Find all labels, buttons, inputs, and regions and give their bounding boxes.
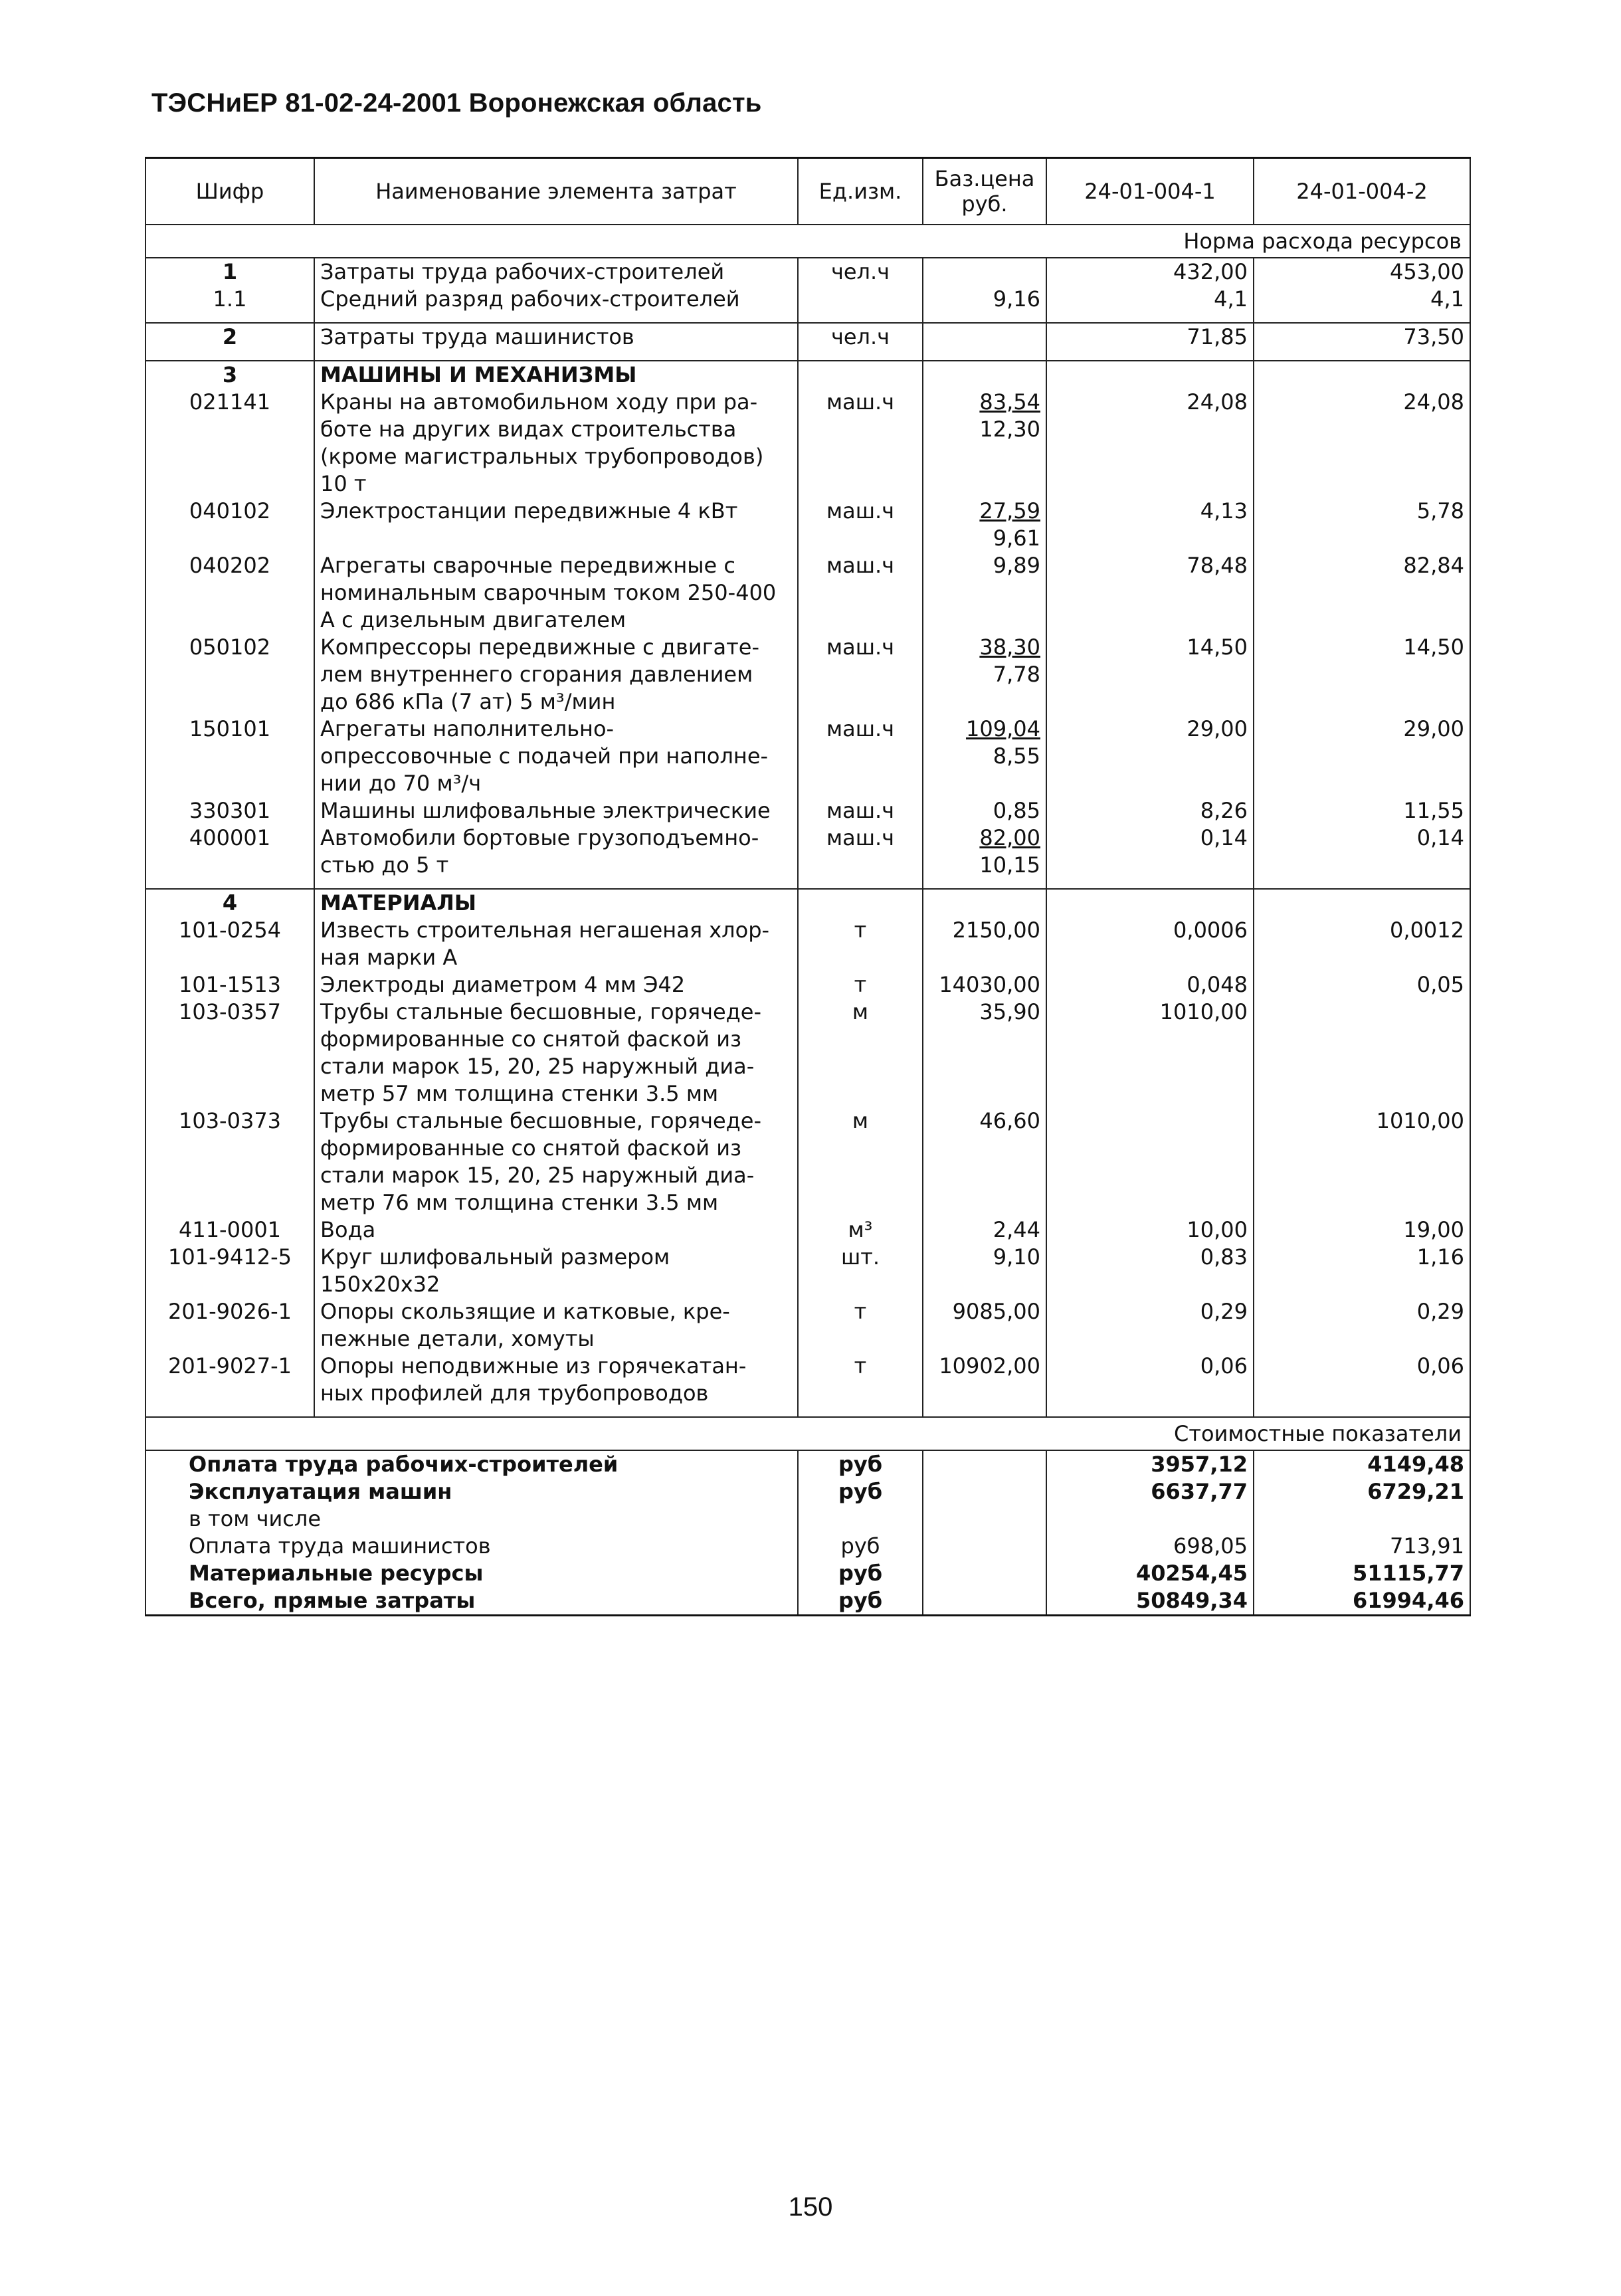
empty-cell [1046,889,1254,917]
table-row [145,286,1470,313]
row-name [314,634,798,716]
row-value-col2: 29,00 [1254,716,1470,797]
row-name [314,1216,798,1244]
row-code: 040202 [145,552,314,634]
row-name-line: ная марки А [320,945,458,970]
row-name [314,258,798,286]
section-code: 4 [145,889,314,917]
row-price-secondary: 7,78 [993,662,1040,687]
row-name [314,1244,798,1298]
row-value-col2: 0,0012 [1254,917,1470,971]
header-name: Наименование элемента затрат [314,158,798,225]
empty-cell [314,351,798,361]
row-price-value: 10902,00 [939,1353,1040,1379]
row-name-line: до 686 кПа (7 ат) 5 м³/мин [320,689,616,714]
row-value-col1: 78,48 [1046,552,1254,634]
row-name-line: лем внутреннего сгорания давлением [320,662,753,687]
document-title: ТЭСНиЕР 81-02-24-2001 Воронежская область [151,88,762,118]
empty-cell [1254,313,1470,323]
empty-cell [923,1478,1046,1505]
row-name [314,1298,798,1353]
row-price [923,1244,1046,1298]
row-code: 150101 [145,716,314,797]
row-unit: м³ [798,1216,923,1244]
norma-row [145,225,1470,258]
row-unit: маш.ч [798,716,923,797]
cost-row-label: Всего, прямые затраты [145,1587,798,1616]
row-name-line: Опоры неподвижные из горячекатан- [320,1353,747,1379]
row-price-value: 9,10 [993,1244,1040,1270]
empty-cell [1046,313,1254,323]
row-unit: т [798,971,923,999]
cost-row-col2: 6729,21 [1254,1478,1470,1505]
row-price-secondary: 10,15 [979,852,1040,878]
row-name [314,389,798,498]
row-value-col2: 4,1 [1254,286,1470,313]
cost-row-col2: 713,91 [1254,1533,1470,1560]
row-value-col1: 14,50 [1046,634,1254,716]
table-row [145,797,1470,824]
section-title: МАШИНЫ И МЕХАНИЗМЫ [314,361,798,389]
row-value-col2: 14,50 [1254,634,1470,716]
row-value-col1: 0,0006 [1046,917,1254,971]
resource-norms-table [145,157,1471,1616]
row-name-line: Затраты труда рабочих-строителей [320,259,725,284]
row-price [923,917,1046,971]
header-code: Шифр [145,158,314,225]
row-price [923,797,1046,824]
row-value-col2: 73,50 [1254,323,1470,351]
row-price-value: 83,54 [979,389,1040,415]
table-row [145,999,1470,1107]
header-price [923,158,1046,225]
row-name-line: Агрегаты сварочные передвижные с [320,553,735,578]
row-value-col1: 24,08 [1046,389,1254,498]
row-name [314,999,798,1107]
cost-row-unit: руб [798,1560,923,1587]
empty-cell [923,889,1046,917]
section-title: МАТЕРИАЛЫ [314,889,798,917]
row-name-line: Электростанции передвижные 4 кВт [320,498,738,524]
header-price-line2: руб. [961,191,1008,217]
table-body [145,225,1470,1616]
row-unit [798,286,923,313]
empty-cell [923,879,1046,889]
cost-row-col1: 6637,77 [1046,1478,1254,1505]
empty-cell [1254,889,1470,917]
row-unit: маш.ч [798,634,923,716]
row-name-line: Краны на автомобильном ходу при ра- [320,389,758,415]
empty-cell [923,1533,1046,1560]
row-price-secondary: 9,61 [993,526,1040,551]
table-row [145,389,1470,498]
row-name [314,716,798,797]
row-name-line: Компрессоры передвижные с двигате- [320,634,759,660]
empty-cell [798,313,923,323]
row-value-col1: 29,00 [1046,716,1254,797]
row-name-line: метр 76 мм толщина стенки 3.5 мм [320,1190,719,1215]
row-unit: маш.ч [798,498,923,552]
row-value-col2: 0,29 [1254,1298,1470,1353]
row-price-value: 2150,00 [952,917,1040,943]
row-name-line: Агрегаты наполнительно- [320,716,615,741]
cost-row-unit: руб [798,1587,923,1616]
row-code: 201-9026-1 [145,1298,314,1353]
row-value-col1: 10,00 [1046,1216,1254,1244]
row-name-line: нии до 70 м³/ч [320,771,482,796]
header-unit: Ед.изм. [798,158,923,225]
row-value-col1: 0,14 [1046,824,1254,879]
row-code: 103-0357 [145,999,314,1107]
empty-cell [798,889,923,917]
row-value-col1: 432,00 [1046,258,1254,286]
cost-row-unit: руб [798,1450,923,1478]
cost-row [145,1587,1470,1616]
cost-header-row [145,1417,1470,1450]
row-name-line: Трубы стальные бесшовные, горячеде- [320,1108,762,1133]
row-price-value: 35,90 [979,999,1040,1024]
row-value-col2: 24,08 [1254,389,1470,498]
row-price [923,552,1046,634]
empty-cell [145,1407,314,1417]
row-price-value: 2,44 [993,1217,1040,1242]
row-value-col1: 4,13 [1046,498,1254,552]
row-unit: чел.ч [798,323,923,351]
row-name-line: стали марок 15, 20, 25 наружный диа- [320,1054,755,1079]
row-name-line: номинальным сварочным током 250-400 [320,580,777,605]
empty-cell [923,361,1046,389]
row-value-col2: 0,05 [1254,971,1470,999]
table-row [145,323,1470,351]
header-col2: 24-01-004-2 [1254,158,1470,225]
empty-cell [923,1505,1046,1533]
table-row [145,498,1470,552]
row-code: 101-9412-5 [145,1244,314,1298]
empty-cell [314,1407,798,1417]
empty-cell [923,313,1046,323]
row-code: 1 [145,258,314,286]
row-name [314,498,798,552]
row-value-col2: 0,06 [1254,1353,1470,1407]
row-code: 330301 [145,797,314,824]
row-price-value: 27,59 [979,498,1040,524]
empty-cell [923,1560,1046,1587]
empty-cell [798,1407,923,1417]
row-name-line: формированные со снятой фаской из [320,1135,742,1161]
row-value-col1: 0,83 [1046,1244,1254,1298]
row-code: 101-1513 [145,971,314,999]
row-name-line: стали марок 15, 20, 25 наружный диа- [320,1163,755,1188]
empty-cell [923,351,1046,361]
table-row [145,552,1470,634]
row-price [923,323,1046,351]
header-price-line1: Баз.цена [934,166,1035,191]
row-value-col1 [1046,1107,1254,1216]
row-price [923,971,1046,999]
norma-label: Норма расхода ресурсов [145,225,1470,258]
row-value-col1: 0,048 [1046,971,1254,999]
row-price [923,258,1046,286]
cost-row [145,1533,1470,1560]
table-row [145,716,1470,797]
cost-row [145,1450,1470,1478]
row-code: 040102 [145,498,314,552]
table-row [145,1244,1470,1298]
row-price [923,999,1046,1107]
cost-row-unit [798,1505,923,1533]
row-code: 1.1 [145,286,314,313]
cost-row-unit: руб [798,1533,923,1560]
empty-cell [798,879,923,889]
row-value-col2: 453,00 [1254,258,1470,286]
row-price [923,634,1046,716]
empty-cell [314,879,798,889]
cost-row-col1 [1046,1505,1254,1533]
row-price [923,498,1046,552]
row-price-secondary: 8,55 [993,743,1040,769]
row-unit: т [798,1298,923,1353]
row-name-line: Электроды диаметром 4 мм Э42 [320,972,686,997]
spacer-row [145,313,1470,323]
empty-cell [1046,879,1254,889]
row-name-line: Трубы стальные бесшовные, горячеде- [320,999,762,1024]
table-row [145,917,1470,971]
row-name [314,552,798,634]
empty-cell [1254,1407,1470,1417]
cost-row-col1: 3957,12 [1046,1450,1254,1478]
row-name-line: ных профилей для трубопроводов [320,1381,709,1406]
row-code: 201-9027-1 [145,1353,314,1407]
row-unit: маш.ч [798,389,923,498]
cost-row-label: Оплата труда машинистов [145,1533,798,1560]
row-name-line: Средний разряд рабочих-строителей [320,286,740,312]
row-name-line: стью до 5 т [320,852,449,878]
row-name-line: Автомобили бортовые грузоподъемно- [320,825,759,850]
row-name [314,797,798,824]
row-price-value: 14030,00 [939,972,1040,997]
row-price-value: 82,00 [979,825,1040,850]
row-value-col1: 0,29 [1046,1298,1254,1353]
row-name-line: 10 т [320,471,367,496]
row-name [314,824,798,879]
cost-row-unit: руб [798,1478,923,1505]
cost-row-col2 [1254,1505,1470,1533]
row-code: 400001 [145,824,314,879]
section-code: 3 [145,361,314,389]
row-price [923,716,1046,797]
row-name-line: А с дизельным двигателем [320,607,626,632]
row-price-value: 109,04 [966,716,1040,741]
row-price-value: 0,85 [993,798,1040,823]
cost-row-col1: 40254,45 [1046,1560,1254,1587]
empty-cell [145,879,314,889]
cost-row-col2: 4149,48 [1254,1450,1470,1478]
table-row [145,971,1470,999]
row-unit: м [798,1107,923,1216]
row-price-value: 9,16 [993,286,1040,312]
row-value-col1: 71,85 [1046,323,1254,351]
row-value-col2: 5,78 [1254,498,1470,552]
table-row [145,1353,1470,1407]
row-value-col1: 0,06 [1046,1353,1254,1407]
row-name [314,1107,798,1216]
cost-row-col1: 698,05 [1046,1533,1254,1560]
empty-cell [923,1587,1046,1616]
row-name-line: Вода [320,1217,376,1242]
table-row [145,1107,1470,1216]
empty-cell [1046,351,1254,361]
row-code: 101-0254 [145,917,314,971]
cost-row-col2: 61994,46 [1254,1587,1470,1616]
row-price-value: 9,89 [993,553,1040,578]
cost-label: Стоимостные показатели [145,1417,1470,1450]
row-name [314,286,798,313]
row-unit: чел.ч [798,258,923,286]
row-price [923,389,1046,498]
row-price-value: 46,60 [979,1108,1040,1133]
row-name-line: Машины шлифовальные электрические [320,798,771,823]
cost-row-label: Оплата труда рабочих-строителей [145,1450,798,1478]
row-value-col1: 4,1 [1046,286,1254,313]
row-price [923,1353,1046,1407]
row-name [314,323,798,351]
row-code: 411-0001 [145,1216,314,1244]
row-name-line: (кроме магистральных трубопроводов) [320,444,764,469]
row-name-line: Известь строительная негашеная хлор- [320,917,770,943]
row-value-col2: 82,84 [1254,552,1470,634]
page-number: 150 [788,2192,833,2222]
row-name-line: Затраты труда машинистов [320,324,634,349]
cost-row-label: Материальные ресурсы [145,1560,798,1587]
row-name [314,917,798,971]
row-value-col2: 1010,00 [1254,1107,1470,1216]
empty-cell [314,313,798,323]
spacer-row [145,879,1470,889]
row-value-col2: 19,00 [1254,1216,1470,1244]
row-code: 2 [145,323,314,351]
header-col1: 24-01-004-1 [1046,158,1254,225]
cost-row-label: Эксплуатация машин [145,1478,798,1505]
row-price [923,286,1046,313]
table-row [145,258,1470,286]
row-name [314,971,798,999]
row-code: 021141 [145,389,314,498]
row-name-line: Опоры скользящие и катковые, кре- [320,1299,730,1324]
row-name-line: боте на других видах строительства [320,417,737,442]
empty-cell [1046,361,1254,389]
empty-cell [923,1450,1046,1478]
table-row [145,824,1470,879]
section-title-row [145,361,1470,389]
spacer-row [145,1407,1470,1417]
cost-row-label: в том числе [145,1505,798,1533]
row-unit: маш.ч [798,824,923,879]
table-row [145,1298,1470,1353]
empty-cell [1254,361,1470,389]
row-code: 103-0373 [145,1107,314,1216]
row-name-line: формированные со снятой фаской из [320,1026,742,1052]
row-value-col1: 1010,00 [1046,999,1254,1107]
empty-cell [1046,1407,1254,1417]
empty-cell [923,1407,1046,1417]
row-value-col2: 11,55 [1254,797,1470,824]
row-name-line: Круг шлифовальный размером [320,1244,670,1270]
row-name-line: 150х20х32 [320,1272,440,1297]
row-price-value: 38,30 [979,634,1040,660]
row-price [923,1216,1046,1244]
row-unit: т [798,1353,923,1407]
row-unit: т [798,917,923,971]
table-row [145,1216,1470,1244]
row-unit: м [798,999,923,1107]
row-unit: маш.ч [798,797,923,824]
row-code: 050102 [145,634,314,716]
row-value-col2: 0,14 [1254,824,1470,879]
row-unit: шт. [798,1244,923,1298]
row-price-secondary: 12,30 [979,417,1040,442]
row-price [923,1298,1046,1353]
row-price [923,1107,1046,1216]
row-price [923,824,1046,879]
row-value-col1: 8,26 [1046,797,1254,824]
cost-row [145,1478,1470,1505]
row-price-value: 9085,00 [952,1299,1040,1324]
row-unit: маш.ч [798,552,923,634]
table-header-row [145,158,1470,225]
empty-cell [798,351,923,361]
row-name-line: метр 57 мм толщина стенки 3.5 мм [320,1081,719,1106]
cost-row [145,1560,1470,1587]
cost-row-col2: 51115,77 [1254,1560,1470,1587]
empty-cell [145,351,314,361]
empty-cell [145,313,314,323]
empty-cell [1254,879,1470,889]
cost-row [145,1505,1470,1533]
row-value-col2: 1,16 [1254,1244,1470,1298]
row-name-line: пежные детали, хомуты [320,1326,595,1351]
row-name-line: опрессовочные с подачей при наполне- [320,743,769,769]
row-name [314,1353,798,1407]
section-title-row [145,889,1470,917]
spacer-row [145,351,1470,361]
cost-row-col1: 50849,34 [1046,1587,1254,1616]
row-value-col2 [1254,999,1470,1107]
empty-cell [798,361,923,389]
empty-cell [1254,351,1470,361]
table-row [145,634,1470,716]
